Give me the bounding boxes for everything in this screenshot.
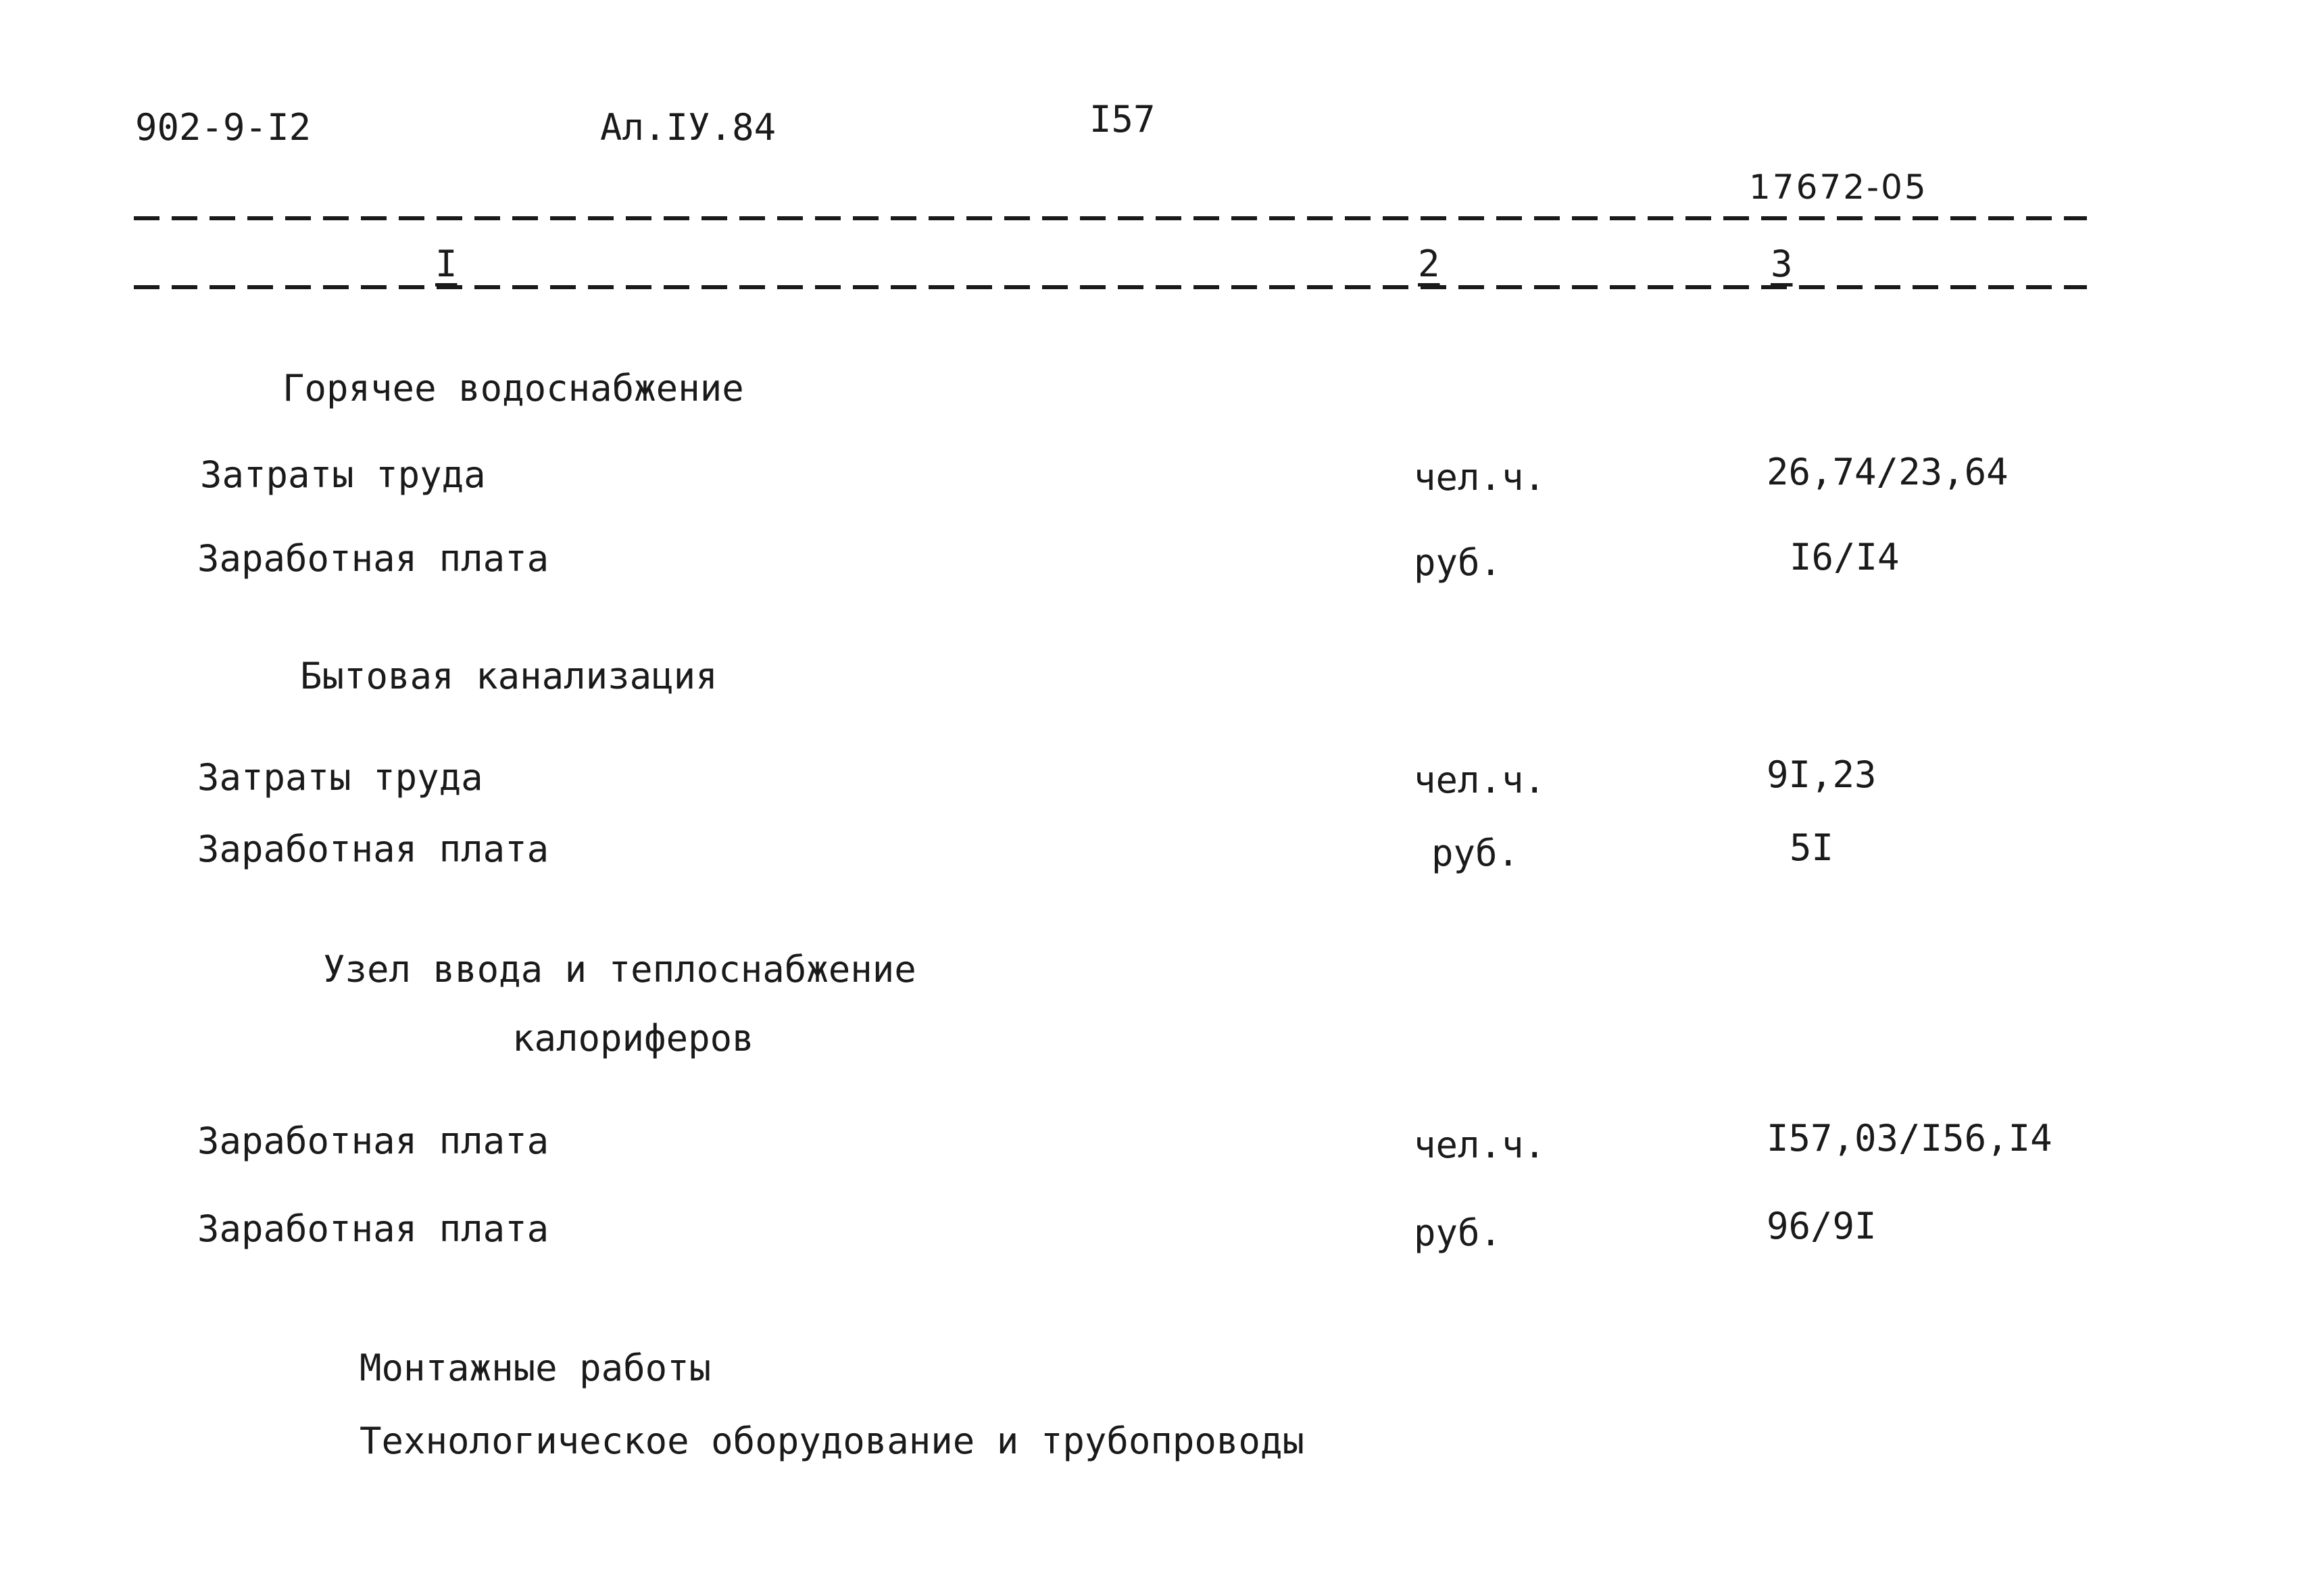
row-value: 26,74/23,64: [1767, 451, 2009, 493]
column-1-header: I: [431, 246, 462, 282]
row-label: Заработная плата: [197, 828, 549, 870]
row-value: 5I: [1790, 826, 1834, 869]
row-label: Заработная плата: [197, 537, 549, 580]
column-2-header: 2: [1414, 246, 1444, 282]
row-label: Затраты труда: [200, 453, 486, 496]
row-value: I57,03/I56,I4: [1767, 1117, 2052, 1159]
row-unit: чел.ч.: [1414, 1124, 1546, 1166]
section-title-line2: калориферов: [512, 1017, 754, 1059]
row-value: 9I,23: [1767, 753, 1877, 796]
stamp-number: 17672-05: [1749, 168, 1928, 207]
row-label: Затраты труда: [197, 756, 483, 799]
document-code: 902-9-I2: [135, 106, 312, 149]
row-unit: руб.: [1414, 541, 1502, 584]
section-title: Узел ввода и теплоснабжение: [323, 948, 916, 991]
album-code: Ал.IУ.84: [600, 106, 777, 149]
header-rule-bottom: [134, 285, 2087, 289]
row-value: I6/I4: [1790, 536, 1900, 578]
section-title: Бытовая канализация: [300, 655, 718, 697]
row-label: Заработная плата: [197, 1120, 549, 1162]
row-label: Заработная плата: [197, 1207, 549, 1250]
section-title: Горячее водоснабжение: [282, 367, 744, 409]
row-unit: чел.ч.: [1414, 456, 1546, 499]
column-3-header: 3: [1767, 246, 1797, 282]
row-unit: руб.: [1414, 1212, 1502, 1254]
section-title-line2: Технологическое оборудование и трубопроводы: [360, 1420, 1304, 1462]
row-value: 96/9I: [1767, 1205, 1877, 1247]
page-number: I57: [1089, 98, 1156, 141]
section-title: Монтажные работы: [360, 1347, 712, 1389]
row-unit: чел.ч.: [1414, 759, 1546, 801]
header-rule-top: [134, 216, 2087, 220]
row-unit: руб.: [1431, 832, 1520, 874]
